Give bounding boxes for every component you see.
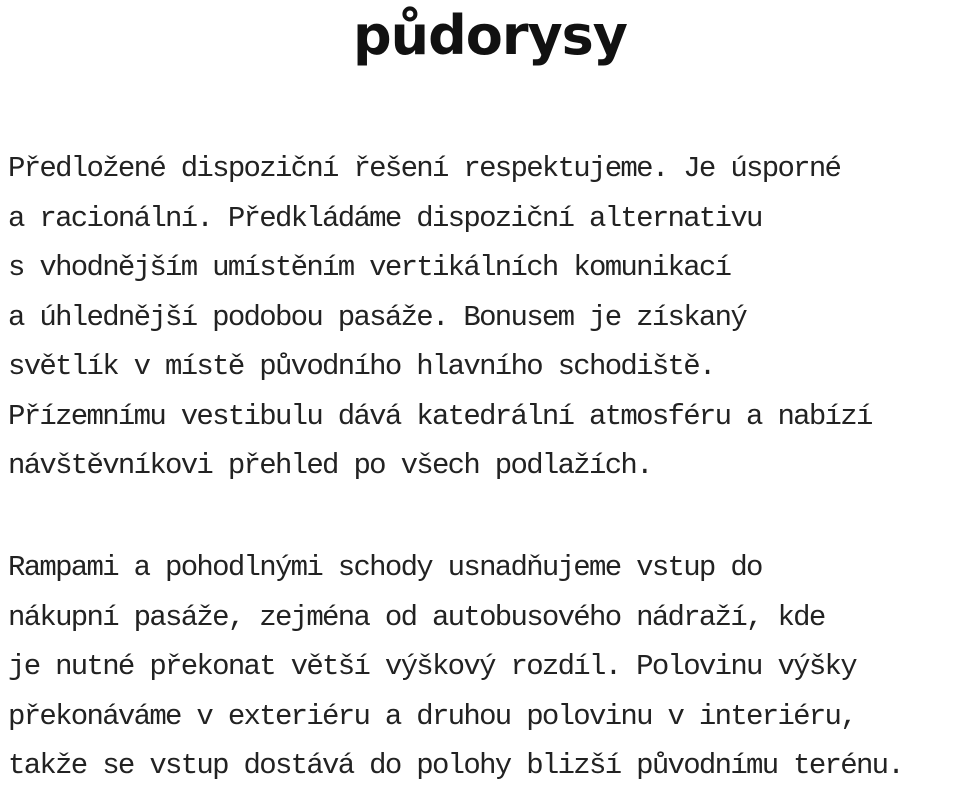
paragraph-2 [8,543,903,791]
paragraph-line: a úhlednější podobou pasáže. Bonusem je získaný [8,300,747,334]
paragraph-line: je nutné překonat větší výškový rozdíl. Polovinu výšky [8,650,856,683]
paragraph-line: s vhodnějším umístěním vertikálních komunikací [8,251,731,284]
paragraph-line: nákupní pasáže, zejména od autobusového nádraží, kde [8,600,825,634]
paragraph-line: Rampami a pohodlnými schody usnadňujeme vstup do [8,551,762,584]
paragraph-line: Předložené dispoziční řešení respektujeme. Je úsporné [8,152,841,185]
paragraph-line: takže se vstup dostává do polohy blizší původnímu terénu. [8,749,904,782]
paragraph-line: a racionální. Předkládáme dispoziční alternativu [8,201,762,235]
paragraph-line: Přízemnímu vestibulu dává katedrální atmosféru a nabízí [8,399,872,433]
paragraph-1 [8,144,872,491]
paragraph-line: světlík v místě původního hlavního schodiště. [8,350,715,383]
page-title: půdorysy [352,4,628,67]
paragraph-line: překonáváme v exteriéru a druhou polovinu v interiéru, [8,699,856,733]
paragraph-line: návštěvníkovi přehled po všech podlažích. [8,449,652,482]
